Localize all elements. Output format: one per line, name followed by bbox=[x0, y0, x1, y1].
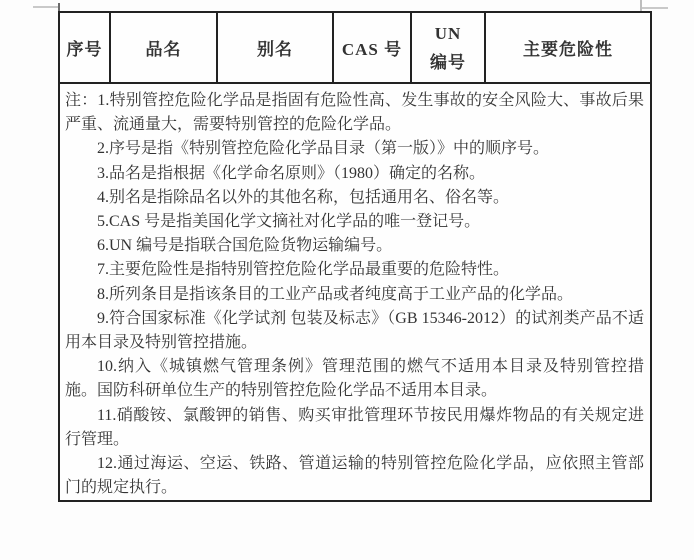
note-paragraph-8: 8.所列条目是指该条目的工业产品或者纯度高于工业产品的化学品。 bbox=[97, 285, 574, 303]
note-paragraph-5: 5.CAS 号是指美国化学文摘社对化学品的唯一登记号。 bbox=[97, 213, 481, 231]
note-paragraph-10: 10.纳入《城镇燃气管理条例》管理范围的燃气不适用本目录及特别管控措施。国防科研单位生产的特别管控危险化学品不适用本目录。 bbox=[65, 358, 644, 400]
note-paragraph-11: 11.硝酸铵、氯酸钾的销售、购买审批管理环节按民用爆炸物品的有关规定进行管理。 bbox=[65, 406, 644, 448]
scan-artifact bbox=[642, 7, 668, 9]
column-header-serial-number: 序号 bbox=[59, 12, 110, 83]
note-paragraph-7: 7.主要危险性是指特别管控危险化学品最重要的危险特性。 bbox=[97, 261, 510, 279]
notes-cell bbox=[59, 83, 651, 501]
note-text-1: 1.特别管控危险化学品是指固有危险性高、发生事故的安全风险大、事故后果严重、流通量大，需要特别管控的危险化学品。 bbox=[65, 92, 644, 134]
note-paragraph-6: 6.UN 编号是指联合国危险货物运输编号。 bbox=[97, 237, 393, 255]
note-paragraph-9: 9.符合国家标准《化学试剂 包装及标志》（GB 15346-2012）的试剂类产品不适用本目录及特别管控措施。 bbox=[65, 309, 644, 352]
column-header-main-hazard: 主要危险性 bbox=[485, 12, 651, 83]
note-paragraph-1 bbox=[65, 89, 644, 137]
table-header-row bbox=[59, 12, 651, 83]
note-paragraph-2: 2.序号是指《特别管控危险化学品目录（第一版）》中的顺序号。 bbox=[97, 140, 550, 158]
column-header-product-name: 品名 bbox=[110, 12, 217, 83]
column-header-alias: 别名 bbox=[217, 12, 333, 83]
notes-prefix: 注： bbox=[65, 92, 98, 109]
note-paragraph-3: 3.品名是指根据《化学命名原则》（1980）确定的名称。 bbox=[97, 164, 486, 182]
scan-artifact bbox=[33, 6, 58, 8]
scan-artifact bbox=[640, 0, 642, 11]
note-paragraph-12: 12.通过海运、空运、铁路、管道运输的特别管控危险化学品，应依照主管部门的规定执行。 bbox=[65, 455, 644, 497]
column-header-cas-number: CAS 号 bbox=[333, 12, 411, 83]
hazardous-chemicals-table bbox=[58, 11, 652, 502]
note-paragraph-4: 4.别名是指除品名以外的其他名称，包括通用名、俗名等。 bbox=[97, 188, 510, 206]
notes-row bbox=[59, 83, 651, 501]
column-header-un-number: UN 编号 bbox=[411, 12, 485, 83]
